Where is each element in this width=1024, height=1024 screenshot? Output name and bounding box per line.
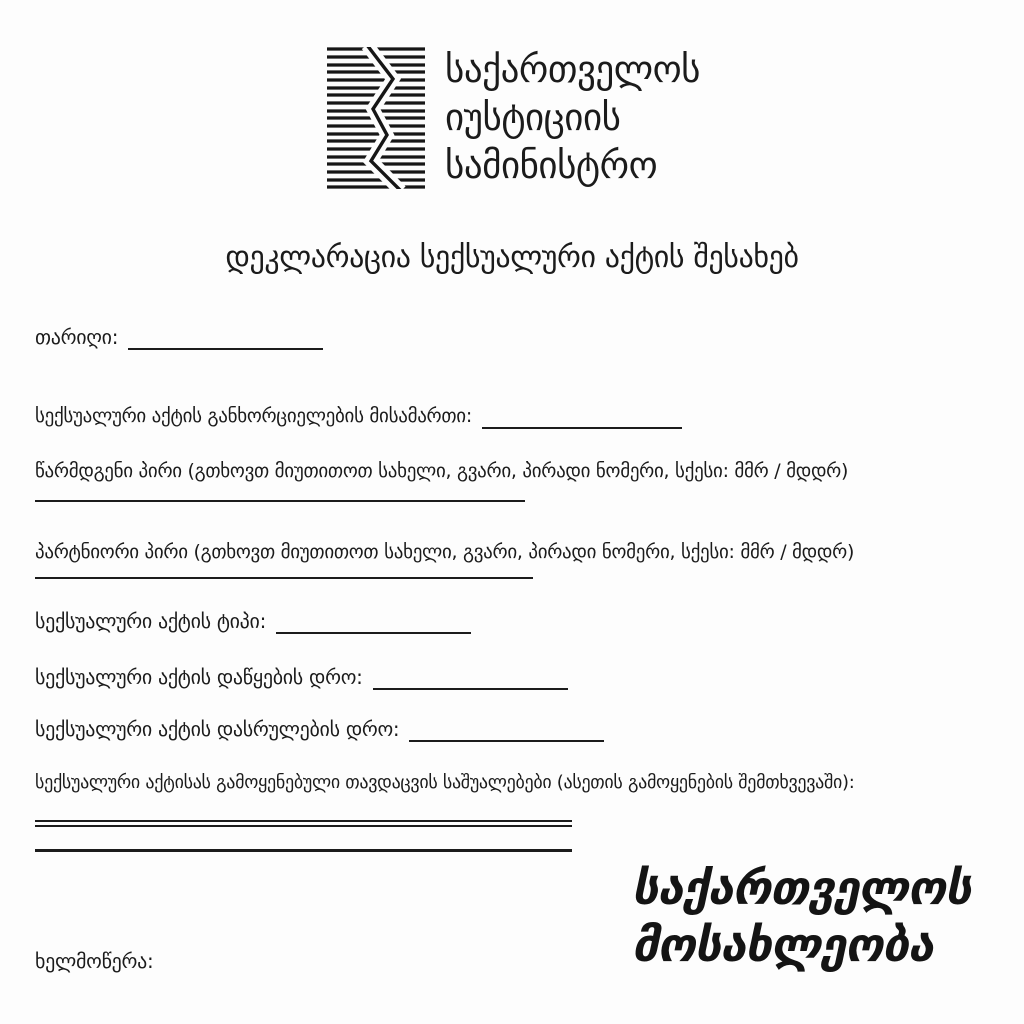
presenter-label: წარმდგენი პირი (გთხოვთ მიუთითოთ სახელი, გვარი, პირადი ნომერი, სქესი: მმრ / მდდრ) <box>35 460 849 482</box>
document-title: დეკლარაცია სექსუალური აქტის შესახებ <box>225 240 799 275</box>
protection-blank-line-1 <box>35 820 572 827</box>
handwritten-line: მოსახლეობა <box>632 918 933 973</box>
address-blank-line <box>482 415 682 429</box>
ministry-name-line: სამინისტრო <box>445 144 658 187</box>
ministry-name <box>445 46 700 190</box>
protection-blank-line-2 <box>35 849 572 852</box>
field-row-presenter <box>35 458 848 484</box>
start-time-label: სექსუალური აქტის დაწყების დრო: <box>35 665 363 689</box>
end-time-blank-line <box>409 728 604 742</box>
ministry-name-line: საქართველოს <box>445 48 701 91</box>
presenter-blank-line <box>35 500 525 502</box>
handwritten-filled-name <box>632 860 971 974</box>
type-blank-line <box>276 620 471 634</box>
ministry-name-line: იუსტიციის <box>445 96 621 139</box>
protection-label: სექსუალური აქტისას გამოყენებული თავდაცვის საშუალებები (ასეთის გამოყენების შემთხვევაში): <box>35 772 855 793</box>
start-time-blank-line <box>373 676 568 690</box>
field-row-signature <box>35 948 153 974</box>
field-row-partner <box>35 539 854 565</box>
partner-label: პარტნიორი პირი (გთხოვთ მიუთითოთ სახელი, გვარი, პირადი ნომერი, სქესი: მმრ / მდდრ) <box>35 541 855 563</box>
date-label: თარიღი: <box>35 325 119 349</box>
field-row-end-time <box>35 716 604 742</box>
field-row-protection <box>35 770 855 796</box>
handwritten-line: საქართველოს <box>632 861 971 916</box>
signature-label: ხელმოწერა: <box>35 949 154 973</box>
field-row-type <box>35 608 471 634</box>
partner-blank-line <box>35 577 533 579</box>
field-row-date <box>35 324 323 350</box>
end-time-label: სექსუალური აქტის დასრულების დრო: <box>35 717 400 741</box>
field-row-start-time <box>35 664 568 690</box>
type-label: სექსუალური აქტის ტიპი: <box>35 609 267 633</box>
ministry-logo-icon <box>327 47 425 189</box>
address-label: სექსუალური აქტის განხორციელების მისამართი: <box>35 405 472 427</box>
ministry-header <box>327 46 700 190</box>
field-row-address <box>35 403 682 429</box>
date-blank-line <box>128 336 323 350</box>
